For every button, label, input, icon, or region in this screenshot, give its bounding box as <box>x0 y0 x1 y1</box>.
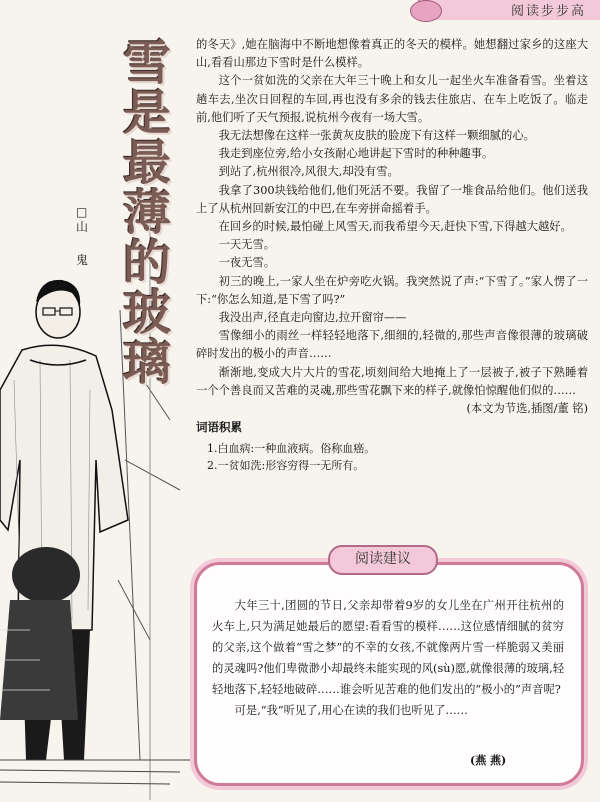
article-paragraph: 到站了,杭州很冷,风很大,却没有雪。 <box>218 165 399 179</box>
section-name: 阅读步步高 <box>510 4 586 19</box>
article-paragraph: 雪像细小的雨丝一样轻轻地落下,细细的,轻微的,那些声音像很薄的玻璃破碎时发出的极小的声音…… <box>196 329 588 361</box>
title-char: 的 <box>122 235 171 291</box>
article-paragraph: 我走到座位旁,给小女孩耐心地讲起下雪时的种种趣事。 <box>218 147 494 161</box>
vocab-item: 2.一贫如洗:形容穷得一无所有。 <box>207 459 365 473</box>
article-title <box>118 35 176 391</box>
suggestion-paragraph: 大年三十,团圆的节日,父亲却带着9岁的女儿坐在广州开往杭州的火车上,只为满足她最后的愿望:看看雪的模样……这位感情细腻的贫穷的父亲,这个做着“雪之梦”的不幸的女孩,不就像两片雪一样脆弱又美丽的灵魂吗?他们卑微渺小却最终未能实现的风(sù)愿,就像很薄的玻璃,轻轻地落下,轻轻地破碎……谁会听见苦难的他们发出的“极小的”声音呢? <box>212 599 564 696</box>
suggestion-paragraph: 可是,“我”听见了,用心在读的我们也听见了…… <box>234 704 468 717</box>
suggestion-signature: (燕 燕) <box>470 754 507 767</box>
vocab-list <box>196 440 588 474</box>
title-char: 雪 <box>122 35 171 91</box>
article-paragraph: 我无法想像在这样一张黄灰皮肤的脸庞下有这样一颗细腻的心。 <box>218 129 535 143</box>
title-char: 最 <box>122 135 171 191</box>
article-paragraph: 我拿了300块钱给他们,他们死活不要。我留了一堆食品给他们。他们送我上了从杭州回新安江的中巴,在车旁拼命摇着手。 <box>196 183 588 215</box>
title-char: 是 <box>122 85 171 141</box>
reading-suggestion-title: 阅读建议 <box>328 545 438 575</box>
credit-line <box>196 400 588 418</box>
section-header <box>410 0 600 22</box>
article-paragraph: 一天无雪。 <box>218 238 276 252</box>
article-paragraph: 初三的晚上,一家人坐在炉旁吃火锅。我突然说了声:“下雪了。”家人愣了一下:“你怎么知道,是下雪了吗?” <box>196 274 588 306</box>
illustration-credit: (本文为节选,插图/董 铭) <box>466 402 588 416</box>
article-paragraph: 渐渐地,变成大片大片的雪花,顷刻间给大地掩上了一层被子,被子下熟睡着一个个善良而又苦难的灵魂,那些雪花飘下来的样子,就像怕惊醒他们似的…… <box>196 365 588 397</box>
article-paragraph: 在回乡的时候,最怕碰上风雪天,而我希望今天,赶快下雪,下得越大越好。 <box>218 220 572 234</box>
article-paragraph: 这个一贫如洗的父亲在大年三十晚上和女儿一起坐火车准备看雪。坐着这趟车去,坐次日回程的车回,再也没有多余的钱去住旅店、在车上吃饭了。临走前,他们听了天气预报,说杭州今夜有一场大雪。 <box>196 74 588 124</box>
vocab-heading: 词语积累 <box>196 420 242 435</box>
title-char: 玻 <box>122 285 171 341</box>
vocab-item: 1.白血病:一种血液病。俗称血癌。 <box>207 442 376 456</box>
article-body <box>196 36 588 474</box>
author-mark: □山 <box>76 205 89 234</box>
article-paragraph: 的冬天》,她在脑海中不断地想像着真正的冬天的模样。她想翻过家乡的这座大山,看看山那边下雪时是什么模样。 <box>196 38 588 70</box>
author-byline <box>76 205 96 268</box>
title-char: 薄 <box>122 185 171 241</box>
article-paragraph: 一夜无雪。 <box>218 256 276 270</box>
article-paragraph: 我没出声,径直走向窗边,拉开窗帘—— <box>218 311 407 325</box>
author-name: 鬼 <box>76 253 89 267</box>
flower-icon <box>410 0 442 22</box>
reading-suggestion-body <box>212 595 564 721</box>
title-char: 璃 <box>122 335 171 391</box>
